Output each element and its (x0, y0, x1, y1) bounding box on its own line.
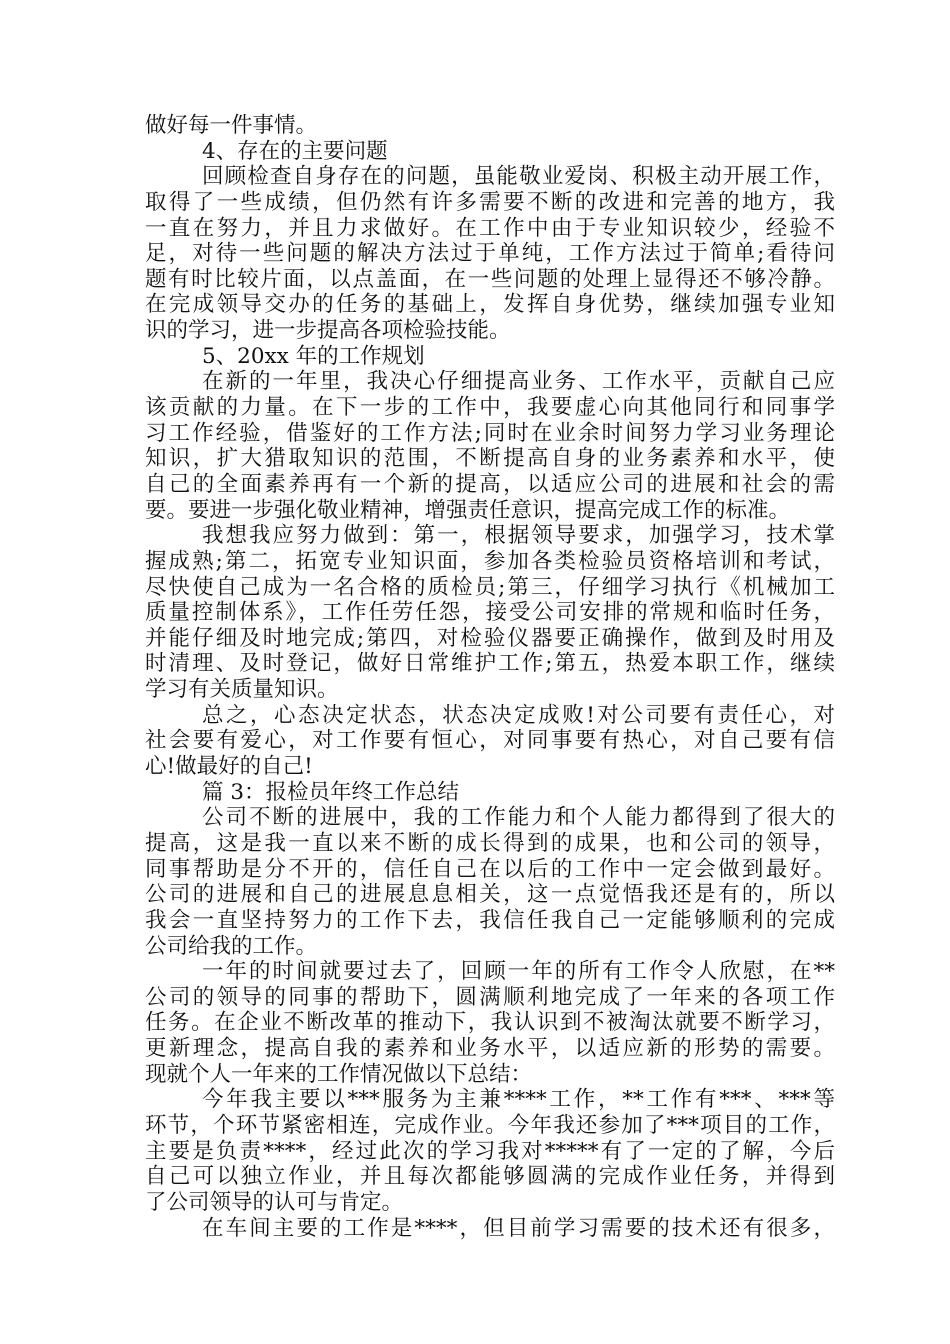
text-line: 心!做最好的自己! (145, 754, 313, 780)
text-line: 公司不断的进展中，我的工作能力和个人能力都得到了很大的 (202, 805, 835, 831)
text-line: 并能仔细及时地完成;第四，对检验仪器要正确操作，做到及时用及 (145, 625, 835, 651)
text-line: 回顾检查自身存在的问题，虽能敬业爱岗、积极主动开展工作， (202, 164, 835, 190)
text-line: 一年的时间就要过去了，回顾一年的所有工作令人欣慰，在** (202, 959, 835, 985)
text-line: 自己的全面素养再有一个新的提高，以适应公司的进展和社会的需 (145, 471, 835, 497)
text-line: 更新理念，提高自我的素养和业务水平，以适应新的形势的需要。 (145, 1036, 835, 1062)
text-line: 总之，心态决定状态，状态决定成败!对公司要有责任心，对 (202, 702, 835, 728)
text-line: 在车间主要的工作是****，但目前学习需要的技术还有很多， (202, 1215, 835, 1241)
text-line: 该贡献的力量。在下一步的工作中，我要虚心向其他同行和同事学 (145, 395, 835, 421)
text-line: 在完成领导交办的任务的基础上，发挥自身优势，继续加强专业知 (145, 292, 835, 318)
text-line: 识的学习，进一步提高各项检验技能。 (145, 318, 511, 344)
text-line: 习工作经验，借鉴好的工作方法;同时在业余时间努力学习业务理论 (145, 420, 835, 446)
text-line: 足，对待一些问题的解决方法过于单纯，工作方法过于简单;看待问 (145, 241, 835, 267)
text-line: 题有时比较片面，以点盖面，在一些问题的处理上显得还不够冷静。 (145, 266, 835, 292)
text-line: 公司的领导的同事的帮助下，圆满顺利地完成了一年来的各项工作 (145, 984, 835, 1010)
text-line: 4、存在的主要问题 (202, 138, 388, 164)
text-line: 今年我主要以***服务为主兼****工作，**工作有***、***等 (202, 1087, 835, 1113)
text-line: 公司的进展和自己的进展息息相关，这一点觉悟我还是有的，所以 (145, 882, 835, 908)
text-line: 环节，个环节紧密相连，完成作业。今年我还参加了***项目的工作， (145, 1112, 835, 1138)
text-line: 公司给我的工作。 (145, 933, 318, 959)
text-line: 现就个人一年来的工作情况做以下总结： (145, 1061, 533, 1087)
text-line: 同事帮助是分不开的，信任自己在以后的工作中一定会做到最好。 (145, 856, 835, 882)
text-line: 握成熟;第二，拓宽专业知识面，参加各类检验员资格培训和考试， (145, 548, 835, 574)
text-line: 做好每一件事情。 (145, 113, 318, 138)
text-line: 时清理、及时登记，做好日常维护工作;第五，热爱本职工作，继续 (145, 651, 835, 677)
text-line: 提高，这是我一直以来不断的成长得到的成果，也和公司的领导， (145, 830, 835, 856)
text-line: 了公司领导的认可与肯定。 (145, 1189, 404, 1215)
text-line: 尽快使自己成为一名合格的质检员;第三，仔细学习执行《机械加工 (145, 574, 835, 600)
text-line: 篇 3：报检员年终工作总结 (202, 779, 460, 805)
text-line: 要。要进一步强化敬业精神，增强责任意识，提高完成工作的标准。 (145, 497, 791, 523)
text-line: 任务。在企业不断改革的推动下，我认识到不被淘汰就要不断学习， (145, 1010, 835, 1036)
text-line: 我会一直坚持努力的工作下去，我信任我自己一定能够顺利的完成 (145, 907, 835, 933)
text-line: 我想我应努力做到：第一，根据领导要求，加强学习，技术掌 (202, 523, 835, 549)
document-page (145, 113, 835, 1241)
text-line: 主要是负责****，经过此次的学习我对*****有了一定的了解，今后 (145, 1138, 835, 1164)
text-line: 社会要有爱心，对工作要有恒心，对同事要有热心，对自己要有信 (145, 728, 835, 754)
text-line: 知识，扩大猎取知识的范围，不断提高自身的业务素养和水平，使 (145, 446, 835, 472)
text-line: 一直在努力，并且力求做好。在工作中由于专业知识较少，经验不 (145, 215, 835, 241)
text-line: 取得了一些成绩，但仍然有许多需要不断的改进和完善的地方，我 (145, 189, 835, 215)
text-line: 自己可以独立作业，并且每次都能够圆满的完成作业任务，并得到 (145, 1164, 835, 1190)
text-line: 在新的一年里，我决心仔细提高业务、工作水平，贡献自己应 (202, 369, 835, 395)
text-line: 5、20xx 年的工作规划 (202, 343, 425, 369)
text-line: 学习有关质量知识。 (145, 677, 339, 703)
text-line: 质量控制体系》，工作任劳任怨，接受公司安排的常规和临时任务， (145, 600, 835, 626)
